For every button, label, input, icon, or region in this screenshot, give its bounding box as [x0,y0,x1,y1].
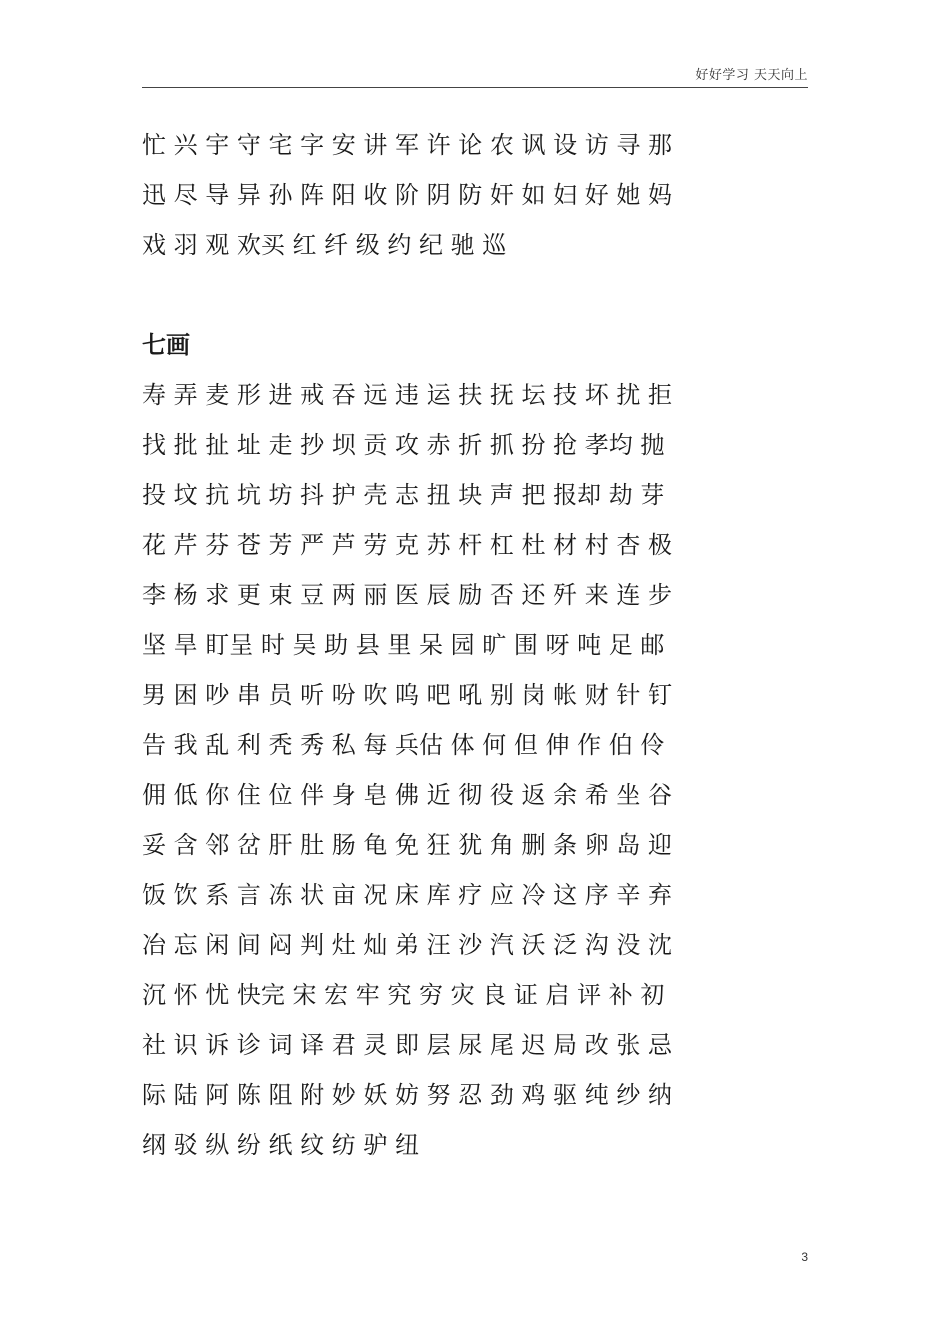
char-line: 社 识 诉 诊 词 译 君 灵 即 层 尿 尾 迟 局 改 张 忌 [142,1031,673,1059]
char-line: 男 困 吵 串 员 听 吩 吹 呜 吧 吼 别 岗 帐 财 针 钉 [142,681,673,709]
char-line: 坚 旱 盯呈 时 吴 助 县 里 呆 园 旷 围 呀 吨 足 邮 [142,631,665,659]
header-text: 好好学习 天天向上 [695,68,808,83]
char-line: 沉 怀 忧 快完 宋 宏 牢 究 穷 灾 良 证 启 评 补 初 [142,981,665,1009]
char-line: 饭 饮 系 言 冻 状 亩 况 床 库 疗 应 冷 这 序 辛 弃 [142,881,673,909]
section-title: 七画 [142,331,190,359]
char-line: 冶 忘 闲 间 闷 判 灶 灿 弟 汪 沙 汽 沃 泛 沟 没 沈 [142,931,673,959]
char-line: 纲 驳 纵 纷 纸 纹 纺 驴 纽 [142,1131,420,1159]
char-line: 迅 尽 导 异 孙 阵 阳 收 阶 阴 防 奸 如 妇 好 她 妈 [142,181,673,209]
char-line: 寿 弄 麦 形 进 戒 吞 远 违 运 扶 抚 坛 技 坏 扰 拒 [142,381,673,409]
char-line: 李 杨 求 更 束 豆 两 丽 医 辰 励 否 还 歼 来 连 步 [142,581,673,609]
header-divider [142,87,808,88]
char-line: 告 我 乱 利 秃 秀 私 每 兵估 体 何 但 伸 作 伯 伶 [142,731,665,759]
char-line: 投 坟 抗 坑 坊 抖 护 壳 志 扭 块 声 把 报却 劫 芽 [142,481,665,509]
char-line: 妥 含 邻 岔 肝 肚 肠 龟 免 狂 犹 角 删 条 卵 岛 迎 [142,831,673,859]
char-line: 找 批 扯 址 走 抄 坝 贡 攻 赤 折 抓 扮 抢 孝均 抛 [142,431,665,459]
page-number: 3 [801,1250,808,1264]
char-line: 戏 羽 观 欢买 红 纤 级 约 纪 驰 巡 [142,231,507,259]
page-content [142,120,822,1170]
char-line: 际 陆 阿 陈 阻 附 妙 妖 妨 努 忍 劲 鸡 驱 纯 纱 纳 [142,1081,673,1109]
char-line: 佣 低 你 住 位 伴 身 皂 佛 近 彻 役 返 余 希 坐 谷 [142,781,673,809]
spacer [142,270,822,320]
char-line: 花 芹 芬 苍 芳 严 芦 劳 克 苏 杆 杠 杜 材 村 杏 极 [142,531,673,559]
char-line: 忙 兴 宇 守 宅 字 安 讲 军 许 论 农 讽 设 访 寻 那 [142,131,673,159]
